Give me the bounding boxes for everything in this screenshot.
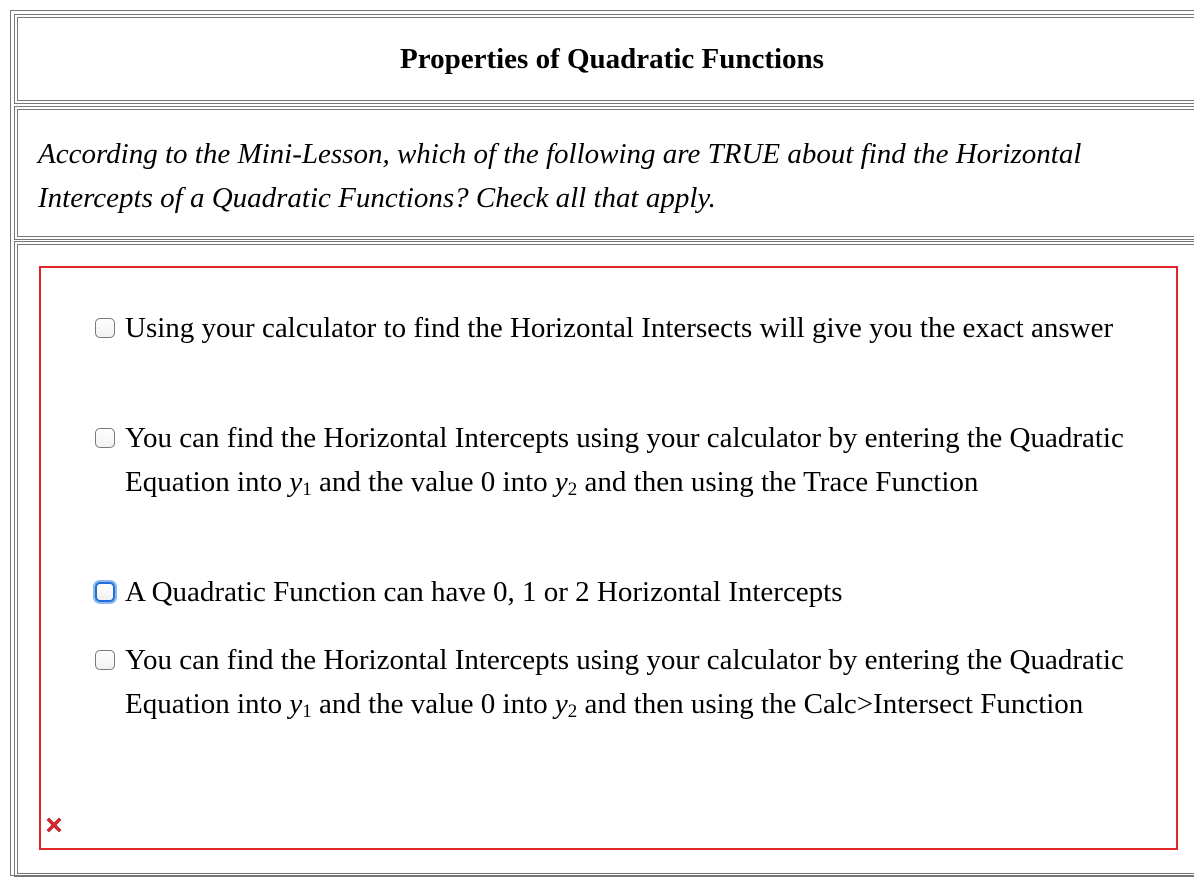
option-2-text-a: You can find the Horizontal Intercepts using your calculator by entering the Quadratic Equation into bbox=[125, 422, 1124, 498]
option-2-checkbox[interactable] bbox=[95, 428, 115, 448]
option-2-sub-2: 2 bbox=[567, 479, 578, 500]
option-2-var-y1: y bbox=[289, 466, 303, 498]
question-cell bbox=[17, 109, 1194, 237]
option-4-var-y1: y bbox=[289, 688, 303, 720]
option-3[interactable] bbox=[95, 570, 1155, 614]
option-4-text-a: You can find the Horizontal Intercepts using your calculator by entering the Quadratic Equation into bbox=[125, 644, 1124, 720]
option-3-label[interactable]: A Quadratic Function can have 0, 1 or 2 Horizontal Intercepts bbox=[125, 576, 843, 608]
option-1-label[interactable]: Using your calculator to find the Horizontal Intersects will give you the exact answer bbox=[125, 312, 1114, 344]
option-2-text-b: and the value 0 into bbox=[311, 466, 555, 498]
option-4-var-y2: y bbox=[554, 688, 568, 720]
option-4-sub-2: 2 bbox=[567, 701, 578, 722]
option-1-checkbox[interactable] bbox=[95, 318, 115, 338]
title-cell bbox=[17, 17, 1194, 101]
option-2[interactable] bbox=[95, 416, 1155, 504]
option-3-checkbox[interactable] bbox=[95, 582, 115, 602]
page-title: Properties of Quadratic Functions bbox=[400, 42, 824, 75]
red-x-icon bbox=[46, 817, 62, 833]
answer-cell bbox=[17, 244, 1194, 874]
option-4-text-c: and then using the Calc>Intersect Function bbox=[577, 688, 1084, 720]
option-1[interactable] bbox=[95, 306, 1155, 350]
answer-box bbox=[39, 266, 1178, 850]
option-4-label[interactable] bbox=[125, 638, 1155, 726]
option-4-checkbox[interactable] bbox=[95, 650, 115, 670]
option-2-label[interactable] bbox=[125, 416, 1155, 504]
question-text: According to the Mini-Lesson, which of the following are TRUE about find the Horizontal Intercepts of a Quadratic Functions? Check all that apply. bbox=[38, 138, 1082, 214]
option-2-var-y2: y bbox=[554, 466, 568, 498]
option-4[interactable] bbox=[95, 638, 1155, 726]
option-2-text-c: and then using the Trace Function bbox=[577, 466, 979, 498]
option-4-text-b: and the value 0 into bbox=[311, 688, 555, 720]
option-4-sub-1: 1 bbox=[302, 701, 312, 722]
option-2-sub-1: 1 bbox=[302, 479, 312, 500]
